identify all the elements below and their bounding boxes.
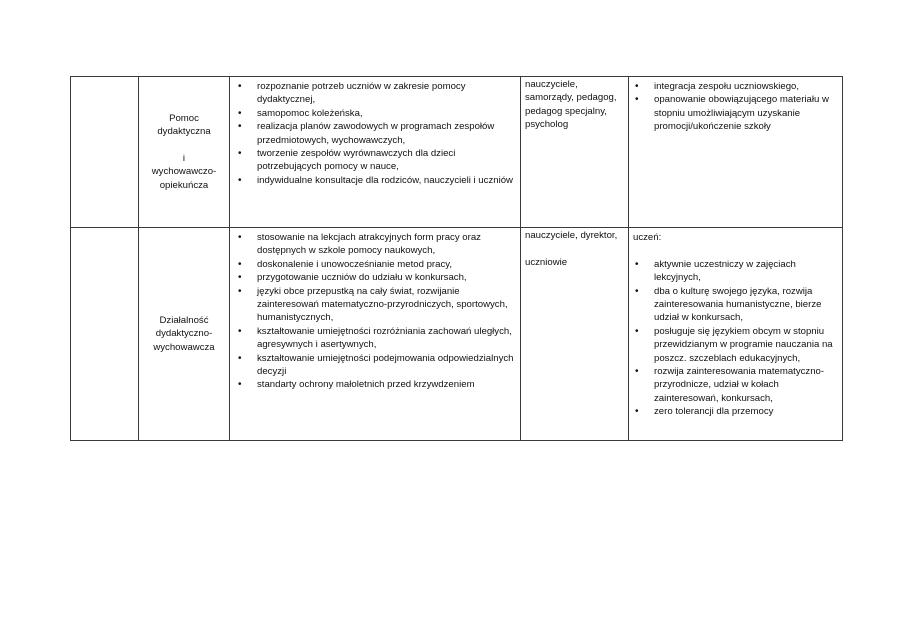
area-line: wychowawcza xyxy=(153,341,215,353)
area-cell xyxy=(139,228,230,441)
list-item: • aktywnie uczestniczy w zajęciach lekcyjnych, xyxy=(633,258,838,285)
area-line: Działalność xyxy=(159,314,209,326)
list-item: • stosowanie na lekcjach atrakcyjnych form pracy oraz dostępnych w szkole pomocy naukowych, xyxy=(236,231,516,258)
people-cell xyxy=(521,77,629,228)
area-line: Pomoc xyxy=(169,112,199,124)
list-item: • standarty ochrony małoletnich przed krzywdzeniem xyxy=(236,378,516,391)
tasks-list xyxy=(236,80,516,187)
people-line: uczniowie xyxy=(525,256,568,268)
people-line: nauczyciele, xyxy=(525,79,578,90)
empty-cell xyxy=(71,228,139,441)
table-row-pomoc xyxy=(71,77,843,228)
table-row-dzialalnosc xyxy=(71,228,843,441)
results-cell xyxy=(629,228,843,441)
area-line: wychowawczo- xyxy=(151,166,217,178)
tasks-cell xyxy=(230,77,521,228)
tasks-list xyxy=(236,231,516,392)
area-cell xyxy=(139,77,230,228)
people-line: pedagog specjalny, xyxy=(525,105,607,117)
list-item: • przygotowanie uczniów do udziału w konkursach, xyxy=(236,271,516,284)
results-list xyxy=(633,80,838,134)
results-cell xyxy=(629,77,843,228)
spacer xyxy=(143,139,225,152)
list-item: • kształtowanie umiejętności podejmowania odpowiedzialnych decyzji xyxy=(236,352,516,379)
list-item: • rozpoznanie potrzeb uczniów w zakresie pomocy dydaktycznej, xyxy=(236,80,516,107)
plan-table xyxy=(70,76,843,441)
list-item: • indywidualne konsultacje dla rodziców, nauczycieli i uczniów xyxy=(236,174,516,187)
results-lead: uczeń: xyxy=(633,232,662,243)
empty-cell xyxy=(71,77,139,228)
list-item: • realizacja planów zawodowych w programach zespołów przedmiotowych, wychowawczych, xyxy=(236,120,516,147)
list-item: • opanowanie obowiązującego materiału w stopniu umożliwiającym uzyskanie promocji/ukończenie szkoły xyxy=(633,93,838,133)
people-line: psycholog xyxy=(525,119,569,131)
people-line: nauczyciele, dyrektor, xyxy=(525,230,618,241)
people-cell xyxy=(521,228,629,441)
list-item: • posługuje się językiem obcym w stopniu przewidzianym w programie nauczania na poszcz. szczeblach edukacyjnych, xyxy=(633,325,838,365)
list-item: • zero tolerancji dla przemocy xyxy=(633,405,838,418)
area-line: dydaktyczno- xyxy=(155,328,213,340)
list-item: • samopomoc koleżeńska, xyxy=(236,107,516,120)
area-line: dydaktyczna xyxy=(157,126,211,138)
list-item: • doskonalenie i unowocześnianie metod pracy, xyxy=(236,258,516,271)
list-item: • języki obce przepustką na cały świat, rozwijanie zainteresowań matematyczno-przyrodniczych, sportowych, humanistycznych, xyxy=(236,285,516,325)
results-list xyxy=(633,258,838,419)
list-item: • dba o kulturę swojego języka, rozwija zainteresowania humanistyczne, bierze udział w konkursach, xyxy=(633,285,838,325)
tasks-cell xyxy=(230,228,521,441)
list-item: • tworzenie zespołów wyrównawczych dla dzieci potrzebujących pomocy w nauce, xyxy=(236,147,516,174)
list-item: • kształtowanie umiejętności rozróżniania zachowań uległych, agresywnych i asertywnych, xyxy=(236,325,516,352)
spacer xyxy=(525,242,625,255)
list-item: • rozwija zainteresowania matematyczno-przyrodnicze, udział w kołach zainteresowań, konkursach, xyxy=(633,365,838,405)
area-line: opiekuńcza xyxy=(159,179,209,191)
list-item: • integracja zespołu uczniowskiego, xyxy=(633,80,838,93)
area-line: i xyxy=(182,152,186,164)
people-line: samorządy, pedagog, xyxy=(525,92,617,104)
